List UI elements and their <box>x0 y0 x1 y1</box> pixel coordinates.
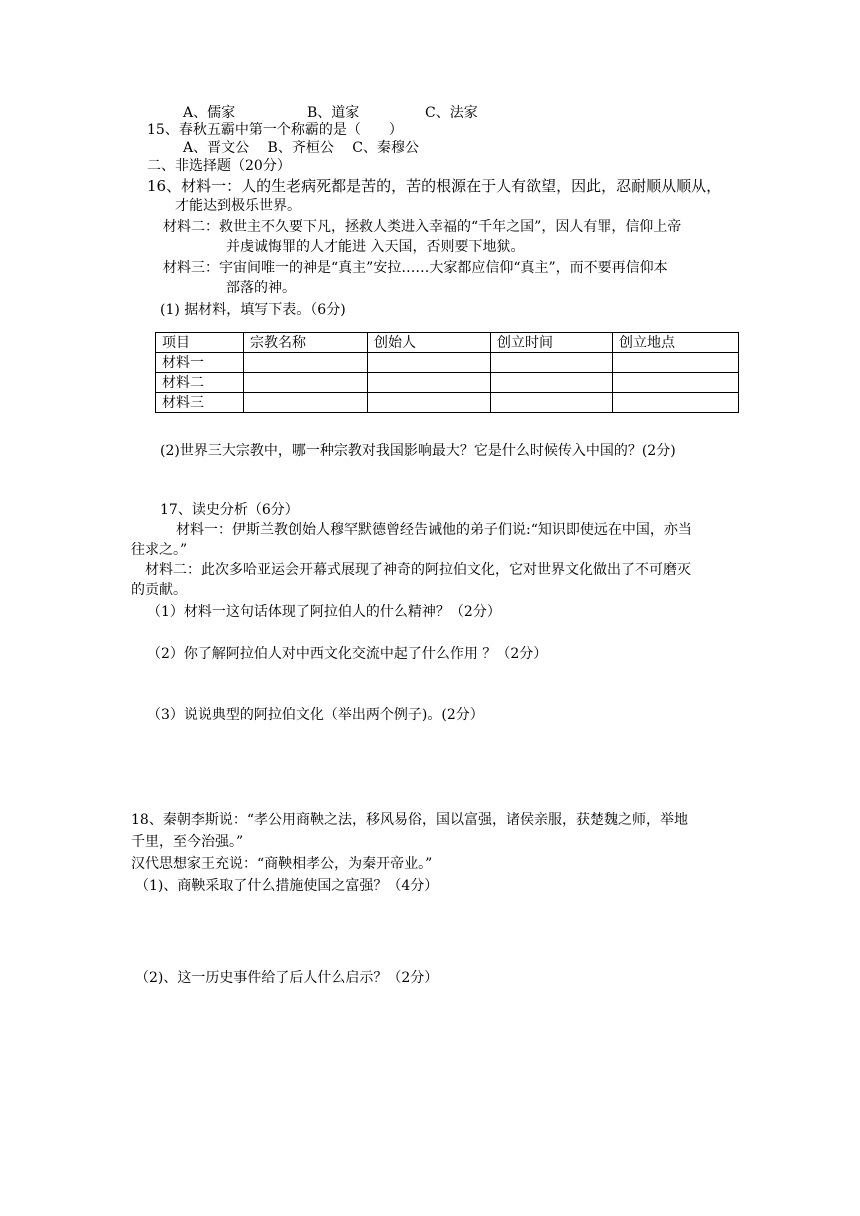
q16-material2-line2: 并虔诚悔罪的人才能进 入天国，否则要下地狱。 <box>226 239 525 255</box>
table-header-cell: 项目 <box>156 333 244 353</box>
table-row <box>156 353 739 373</box>
table-header-cell: 创始人 <box>368 333 491 353</box>
table-cell: 材料一 <box>156 353 244 373</box>
table-cell <box>244 393 368 413</box>
q15-stem: 15、春秋五霸中第一个称霸的是（ ） <box>147 122 403 138</box>
q14-option-b: B、道家 <box>307 105 360 121</box>
q14-option-a: A、儒家 <box>183 105 236 121</box>
q16-material3-line2: 部落的神。 <box>226 280 296 296</box>
section-title: 二、非选择题（20分） <box>147 158 291 174</box>
q15-options: A、晋文公 B、齐桓公 C、秦穆公 <box>183 140 420 156</box>
table-cell <box>613 353 739 373</box>
table-header-cell: 宗教名称 <box>244 333 368 353</box>
religion-table <box>155 332 739 413</box>
table-row <box>156 373 739 393</box>
q17-sub2: （2）你了解阿拉伯人对中西文化交流中起了什么作用 ？（2分） <box>147 646 548 662</box>
q16-sub1: (1) 据材料，填写下表。（6分) <box>160 302 346 318</box>
table-header-row <box>156 333 739 353</box>
q16-material1-line1: 16、材料一：人的生老病死都是苦的，苦的根源在于人有欲望，因此，忍耐顺从顺从， <box>147 177 722 195</box>
q17-sub1: （1）材料一这句话体现了阿拉伯人的什么精神？（2分） <box>147 604 501 620</box>
table-header-cell: 创立地点 <box>613 333 739 353</box>
q16-material2-line1: 材料二：救世主不久要下凡，拯救人类进入幸福的“千年之国”，因人有罪，信仰上帝 <box>163 219 682 235</box>
table-cell <box>491 373 613 393</box>
table-cell <box>613 373 739 393</box>
q14-option-c: C、法家 <box>425 105 478 121</box>
q18-sub1: （1)、商鞅采取了什么措施使国之富强？（4分） <box>135 878 439 894</box>
table-cell <box>491 353 613 373</box>
q16-material3-line1: 材料三：宇宙间唯一的神是“真主”安拉……大家都应信仰“真主”，而不要再信仰本 <box>163 260 668 276</box>
q16-sub2: (2)世界三大宗教中，哪一种宗教对我国影响最大？它是什么时候传入中国的？(2分) <box>160 443 676 459</box>
table-cell <box>491 393 613 413</box>
table-cell: 材料三 <box>156 393 244 413</box>
q17-material2-line2: 的贡献。 <box>131 582 187 598</box>
table-cell: 材料二 <box>156 373 244 393</box>
q17-sub3: （3）说说典型的阿拉伯文化（举出两个例子)。(2分） <box>147 707 484 723</box>
q18-line3: 汉代思想家王充说：“商鞅相孝公，为秦开帝业。” <box>131 856 433 872</box>
q16-material1-line2: 才能达到极乐世界。 <box>175 198 301 214</box>
table-cell <box>368 353 491 373</box>
table-cell <box>613 393 739 413</box>
q18-sub2: （2)、这一历史事件给了后人什么启示？（2分） <box>135 970 439 986</box>
table-cell <box>244 353 368 373</box>
q18-line2: 千里，至今治强。” <box>131 834 244 850</box>
q18-line1: 18、秦朝李斯说：“孝公用商鞅之法，移风易俗，国以富强，诸侯亲服，获楚魏之师，举地 <box>131 812 688 828</box>
table-header-cell: 创立时间 <box>491 333 613 353</box>
table-row <box>156 393 739 413</box>
table-cell <box>244 373 368 393</box>
table-cell <box>368 393 491 413</box>
q17-material2-line1: 材料二：此次多哈亚运会开幕式展现了神奇的阿拉伯文化，它对世界文化做出了不可磨灭 <box>145 562 691 578</box>
q17-material1-line1: 材料一：伊斯兰教创始人穆罕默德曾经告诫他的弟子们说:“知识即使远在中国，亦当 <box>176 522 692 538</box>
table-cell <box>368 373 491 393</box>
q17-material1-line2: 往求之。” <box>131 542 188 558</box>
q17-title: 17、读史分析（6分） <box>160 502 299 518</box>
